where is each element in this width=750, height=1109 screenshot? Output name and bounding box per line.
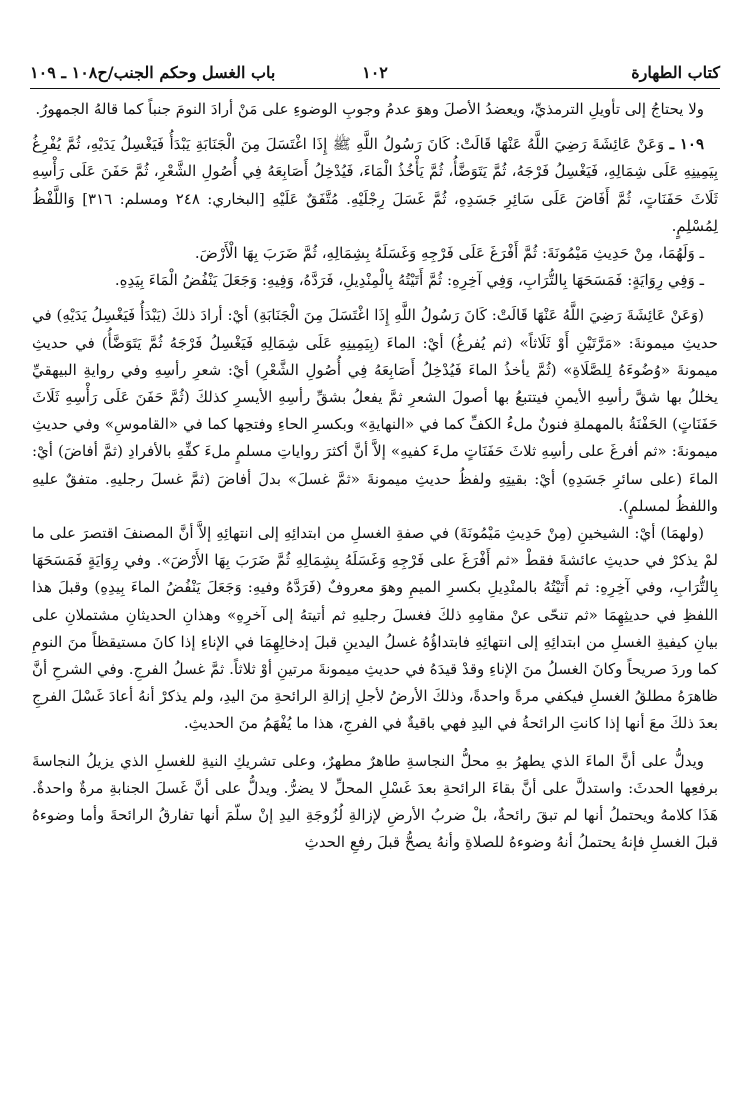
book-title: كتاب الطهارة bbox=[631, 62, 720, 82]
commentary-paragraph-2: (ولهمَا) أيْ: الشيخينِ (مِنْ حَدِيثِ مَيْمُونَةَ) في صفةِ الغسلِ من ابتدائِهِ إلى انتهائِهِ إلاَّ أنَّ المصنفَ اقتصرَ على ما لمْ يذكرْ في حديثِ عائشةَ فقطْ «ثم أَفْرَغَ على فَرْجِهِ وَغَسَلَهُ بِشِمَالِهِ ثُمَّ ضَرَبَ بِهَا الأَرْضَ». وفي رِوَايَةٍ فَمَسَحَهَا بِالتُّرَابِ، وفي آخِرِهِ: ثم أَتَيْتُهُ بالمنْدِيلِ بكسرِ الميمِ وهوَ معروفٌ (فَرَدَّهُ وفيهِ: وَجَعَلَ يَنْفُضُ الماءَ بِيدِهِ) وقبلَ هذا اللفظِ في حديثِهِمَا «ثم تنحّى عنْ مقامِهِ ذلكَ فغسلَ رجليهِ ثم أتيتهُ إلى آخرِهِ» وهذانِ الحديثانِ مشتملانِ على بيانِ كيفيةِ الغسلِ من ابتدائِهِ إلى انتهائِهِ فابتداؤُهُ غسلُ اليدينِ قبلَ إدخالِهِمَا في الإناءِ إذا كانَ مستيقظاً منَ النومِ كما وردَ صريحاً وكانَ الغسلُ منَ الإناءِ وقدْ قيدَهُ في حديثِ ميمونةَ مرتينِ أوْ ثلاثاً. ثمَّ غسلُ الفرجِ. وفي الشرحِ أنَّ ظاهرَهُ مطلقُ الغسلِ فيكفي مرةً واحدةً، وذلكَ الأرضُ لأجلِ إزالةِ الرائحةِ منَ اليدِ، ولم يذكرْ أنهُ أعادَ غَسْلَ الفرجِ بعدَ ذلكَ معَ أنها إذا كانتِ الرائحةُ في اليدِ فهي باقيةٌ في الفرجِ، هذا ما يُفْهَمُ منَ الحديثِ. bbox=[32, 524, 718, 733]
hadith-109 bbox=[32, 131, 718, 240]
commentary-paragraph-3: ويدلُّ على أنَّ الماءَ الذي يطهرُ بهِ محلُّ النجاسةِ طاهرٌ مطهرٌ، وعلى تشريكِ النيةِ للغسلِ الذي يزيلُ النجاسةَ برفعِها الحدثَ: واستدلَّ على أنَّ بقاءَ الرائحةِ بعدَ غَسْلِ المحلِّ لا يضرُّ. ويدلُّ على أنَّ غَسلَ الجنابةِ مرةٌ واحدةٌ. هَذَا كلامهُ ويحتملُ أنها لم تبقَ رائحةٌ، بلْ ضربُ الأرضِ لإزالةِ لُزُوجَةِ اليدِ إنْ سلّمَ أنها تفارقُ الرائحةَ وأما وضوءهُ قبلَ الغسلِ فإنهُ يحتملُ أنهُ وضوءهُ للصلاةِ وأنهُ يصحُّ قبلَ رفعِ الحدثِ bbox=[32, 751, 718, 852]
hadith-variant-2: ـ وَفِي رِوَايَةٍ: فَمَسَحَهَا بِالتُّرَابِ، وَفِي آخِرِهِ: ثُمَّ أَتَيْتُهُ بِالْمِنْدِيلِ، فَرَدَّهُ، وَفِيهِ: وَجَعَلَ يَنْفُضُ الْمَاءَ بِيَدِهِ. bbox=[114, 271, 704, 290]
paragraph-intro: ولا يحتاجُ إلى تأويلِ الترمذيِّ، ويعضدُ الأصلَ وهوَ عدمُ وجوبِ الوضوءِ على مَنْ أرادَ النومَ جنباً كما قالهُ الجمهورُ. bbox=[35, 100, 704, 118]
hadith-text: وَعَنْ عَائِشَةَ رَضِيَ اللَّهُ عَنْهَا قَالَتْ: كَانَ رَسُولُ اللَّهِ ﷺ إِذَا اغْتَسَلَ مِنَ الْجَنَابَةِ يَبْدَأُ فَيَغْسِلُ يَدَيْهِ، ثُمَّ يُفْرِغُ بِيَمِينِهِ عَلَى شِمَالِهِ، فَيَغْسِلُ فَرْجَهُ، ثُمَّ يَتَوَضَّأُ، ثُمَّ يَأْخُذُ الْمَاءَ، فَيُدْخِلُ أَصَابِعَهُ فِي أُصُولِ الشَّعْرِ، ثُمَّ حَفَنَ عَلَى رَأْسِهِ ثَلَاثَ حَفَنَاتٍ، ثُمَّ أَفَاضَ عَلَى سَائِرِ جَسَدِهِ، ثُمَّ غَسَلَ رِجْلَيْهِ. مُتَّفَقٌ عَلَيْهِ [البخاري: ٢٤٨ ومسلم: ٣١٦] وَاللَّفْظُ لِمُسْلِمٍ. bbox=[32, 135, 718, 235]
header-divider bbox=[30, 88, 720, 89]
hadith-number: ١٠٩ ـ bbox=[669, 135, 704, 154]
page-header bbox=[30, 58, 720, 86]
commentary-paragraph-1: (وَعَنْ عَائِشَةَ رَضِيَ اللَّهُ عَنْهَا قَالَتْ: كَانَ رَسُولُ اللَّهِ إِذَا اغْتَسَلَ مِنَ الْجَنَابَةِ) أيْ: أرادَ ذلكَ (يَبْدَأُ فَيَغْسِلُ يَدَيْهِ) في حديثِ ميمونةَ: «مَرَّتَيْنِ أَوْ ثَلَاثاً» (ثم يُفرغُ) أيْ: الماءَ (بِيَمِينِهِ عَلَى شِمَالِهِ فَيَغْسِلُ فَرْجَهُ ثُمَّ يَتَوَضَّأُ) في حديثِ ميمونةَ «وُضُوءَهُ لِلصَّلَاةِ» (ثُمَّ يأخذُ الماءَ فَيُدْخِلُ أَصَابِعَهُ فِي أُصُولِ الشَّعْرِ) أيْ: شعرِ رأسِهِ وفي روايةِ البيهقيِّ يخللُ بها شقَّ رأسِهِ الأيمنِ فيتتبعُ بها أصولَ الشعرِ ثمَّ يفعلُ بشقِّ رأسِهِ الأيسرِ كذلكَ (ثُمَّ حَفَنَ عَلَى رَأْسِهِ ثَلَاثَ حَفَنَاتٍ) الحَفْنَةُ بالمهملةِ فنونٌ ملءُ الكفِّ كما في «النهايةِ» وبكسرِ الحاءِ وفتحِها كما في «القاموسِ» وفي حديثِ ميمونةَ: «ثم أفرغَ على رأسِهِ ثلاثَ حَفَنَاتٍ ملءَ كفيهِ» إلاَّ أنَّ أكثرَ رواياتِ مسلمٍ ملءَ كفِّهِ بالأفرادِ (ثمَّ أفاضَ) أيْ: الماءَ (على سائرِ جَسَدِهِ) أيْ: بقيتِهِ ولفظُ حديثِ ميمونةَ «ثمَّ غسلَ» بدلَ أفاضَ (ثمَّ غسلَ رجليهِ. متفقٌ عليهِ واللفظُ لمسلمٍ). bbox=[32, 306, 718, 515]
hadith-variant-1: ـ وَلَهُمَا، مِنْ حَدِيثِ مَيْمُونَةَ: ثُمَّ أَفْرَغَ عَلَى فَرْجِهِ وَغَسَلَهُ بِشِمَالِهِ، ثُمَّ ضَرَبَ بِهَا الْأَرْضَ. bbox=[194, 244, 704, 263]
chapter-title: باب الغسل وحكم الجنب/ح١٠٨ ـ ١٠٩ bbox=[30, 62, 276, 82]
page-number: ١٠٢ bbox=[362, 62, 388, 82]
page-body bbox=[32, 96, 718, 1099]
